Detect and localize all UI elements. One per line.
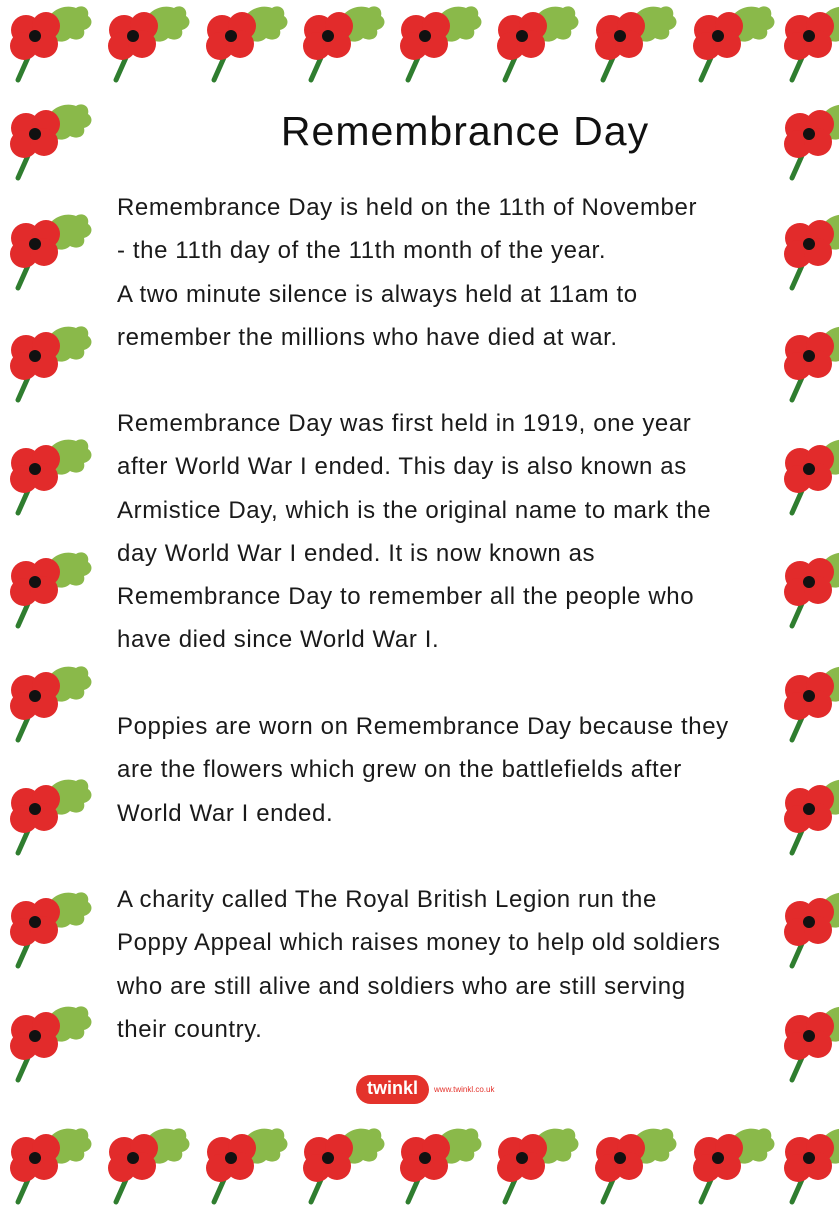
text-line: have died since World War I. [117,626,440,654]
paragraph-charity [117,878,777,1051]
page-title: Remembrance Day [280,108,650,154]
text-line: A charity called The Royal British Legion run the [117,886,657,913]
text-line: Poppy Appeal which raises money to help old soldiers [117,929,721,957]
text-line: - the 11th day of the 11th month of the year. [117,237,607,265]
logo-badge: twinkl [356,1075,429,1104]
text-line: their country. [117,1015,263,1043]
paragraph-date [117,186,777,359]
text-line: Remembrance Day to remember all the people who [117,583,695,611]
paragraph-poppies [117,705,777,835]
text-line: Poppies are worn on Remembrance Day because they [117,713,729,740]
text-line: who are still alive and soldiers who are still serving [117,972,686,1000]
twinkl-logo[interactable] [356,1072,494,1106]
paragraph-history [117,402,777,662]
text-line: remember the millions who have died at war. [117,323,618,351]
text-line: day World War I ended. It is now known as [117,539,596,567]
text-line: are the flowers which grew on the battlefields after [117,756,682,784]
text-line: A two minute silence is always held at 11am to [117,280,638,308]
text-line: Armistice Day, which is the original name to mark the [117,496,712,524]
text-line: Remembrance Day was first held in 1919, one year [117,410,692,437]
website-link[interactable]: www.twinkl.co.uk [434,1084,495,1094]
text-line: World War I ended. [117,799,334,827]
text-line: after World War I ended. This day is also known as [117,453,687,481]
text-line: Remembrance Day is held on the 11th of November [117,194,698,221]
